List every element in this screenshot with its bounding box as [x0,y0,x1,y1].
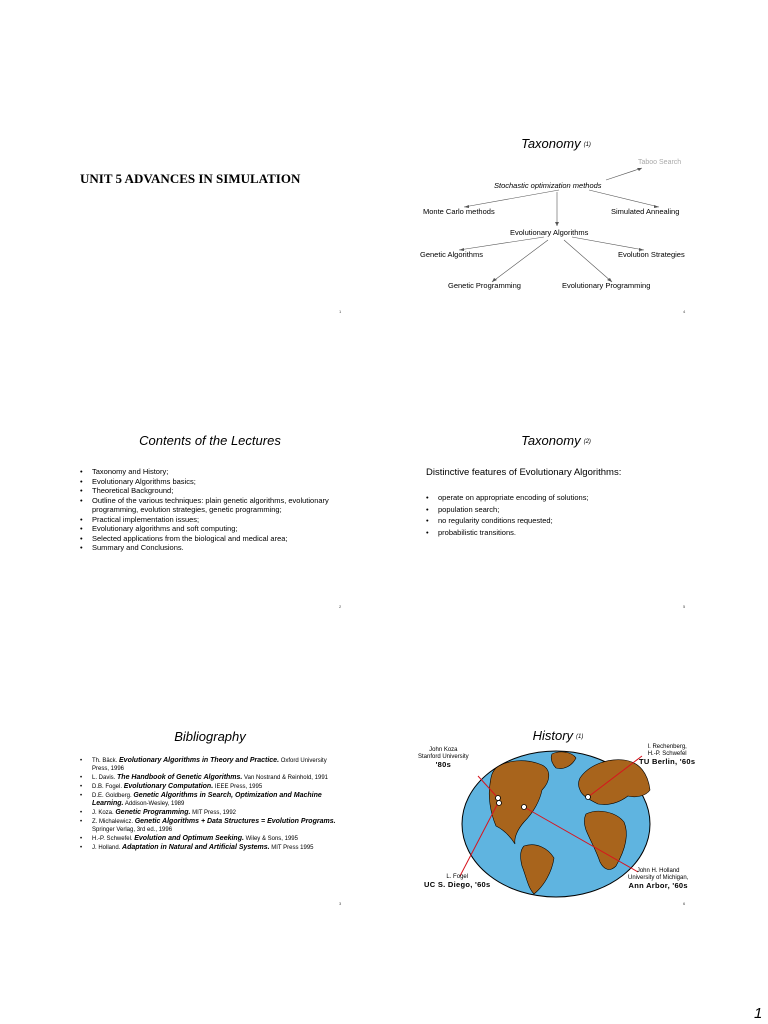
slide-number: 2 [339,604,342,609]
list-item: • no regularity conditions requested; [426,515,706,527]
bibliography-item: • L. Davis. The Handbook of Genetic Algorithms. Van Nostrand & Reinhold, 1991 [80,774,338,782]
slide-3 [0,600,384,906]
slide-4 [384,0,768,314]
slide-number: 3 [339,901,342,906]
list-item: • Evolutionary Algorithms basics; [80,477,332,487]
node-simulated-annealing: Simulated Annealing [611,207,680,216]
node-stochastic-optimization: Stochastic optimization methods [494,181,602,190]
list-item: • operate on appropriate encoding of solutions; [426,492,706,504]
slide-number: 5 [683,604,686,609]
label-fogel: L. Fogel UC S. Diego, '60s [424,874,491,889]
bibliography-item: • J. Koza. Genetic Programming. MIT Press, 1992 [80,809,338,817]
slide-5 [384,300,768,609]
marker-ann-arbor [522,805,527,810]
slide-title: Contents of the Lectures [139,433,281,448]
bibliography-item: • D.B. Fogel. Evolutionary Computation. IEEE Press, 1995 [80,783,338,791]
label-holland: John H. Holland University of Michigan, Ann Arbor, '60s [628,868,689,890]
bibliography-item: • D.E. Goldberg. Genetic Algorithms in Search, Optimization and Machine Learning. Addison-Wesley, 1989 [80,792,338,808]
features-list [426,492,706,538]
node-genetic-algorithms: Genetic Algorithms [420,250,483,259]
node-genetic-programming: Genetic Programming [448,281,521,290]
label-koza: John Koza Stanford University '80s [418,747,469,769]
bibliography-item: • J. Holland. Adaptation in Natural and Artificial Systems. MIT Press 1995 [80,844,338,852]
slide-title: Taxonomy $^{(1)}$ [521,136,591,151]
contents-list [80,467,332,553]
slide-2 [0,300,384,609]
slide-title: UNIT 5 ADVANCES IN SIMULATION [80,171,301,186]
list-item: • Taxonomy and History; [80,467,332,477]
bibliography-list [80,757,338,853]
slide-title: Taxonomy $^{(2)}$ [521,433,591,448]
bibliography-item: • H.-P. Schwefel. Evolution and Optimum Seeking. Wiley & Sons, 1995 [80,835,338,843]
bibliography-item: • Th. Bäck. Evolutionary Algorithms in Theory and Practice. Oxford University Press, 1996 [80,757,338,773]
slide-title: Bibliography [174,729,246,744]
node-evolutionary-algorithms: Evolutionary Algorithms [510,228,589,237]
node-evolution-strategies: Evolution Strategies [618,250,685,259]
list-item: • population search; [426,504,706,516]
label-rechenberg: I. Rechenberg, H.-P. Schwefel TU Berlin, '60s [639,744,696,766]
marker-san-diego [497,801,502,806]
node-evolutionary-programming: Evolutionary Programming [562,281,651,290]
node-monte-carlo: Monte Carlo methods [423,207,495,216]
list-item: • Selected applications from the biological and medical area; [80,534,332,544]
marker-berlin [586,795,591,800]
list-item: • probabilistic transitions. [426,527,706,539]
slide-title: History $^{(1)}$ [532,728,584,743]
marker-stanford [496,796,501,801]
slide-1 [0,0,384,314]
slide-number: 4 [683,309,686,314]
list-item: • Evolutionary algorithms and soft computing; [80,524,332,534]
list-item: • Summary and Conclusions. [80,543,332,553]
slide-number: 6 [683,901,686,906]
list-item: • Practical implementation issues; [80,515,332,525]
list-item: • Theoretical Background; [80,486,332,496]
slide-6 [384,600,768,906]
page-number: 1 [754,1005,763,1022]
list-item: • Outline of the various techniques: plain genetic algorithms, evolutionary programming, evolution strategies, genetic programming; [80,496,332,515]
slide-heading: Distinctive features of Evolutionary Algorithms: [426,467,622,478]
slide-number: 1 [339,309,342,314]
bibliography-item: • Z. Michalewicz. Genetic Algorithms + Data Structures = Evolution Programs. Springer Verlag, 3rd ed., 1996 [80,818,338,834]
node-taboo-search: Taboo Search [638,159,682,166]
